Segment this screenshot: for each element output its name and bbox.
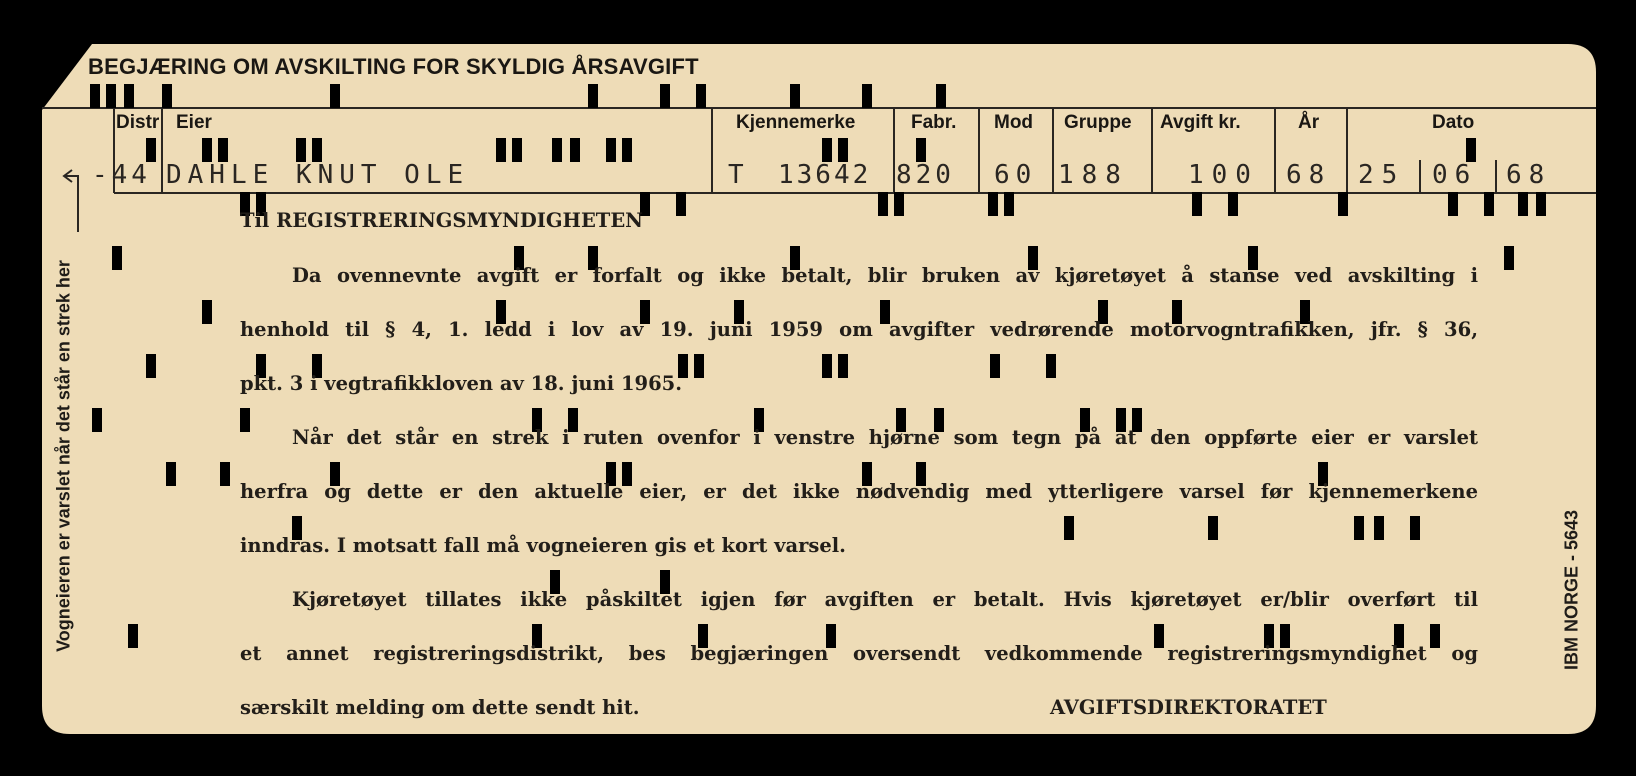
punch-hole	[1448, 192, 1458, 216]
punch-hole	[296, 138, 306, 162]
header-fabr: Fabr.	[911, 112, 957, 133]
punch-hole	[822, 138, 832, 162]
punch-hole	[1374, 516, 1384, 540]
punch-hole	[676, 192, 686, 216]
header-gruppe: Gruppe	[1064, 112, 1132, 133]
header-avgift: Avgift kr.	[1160, 112, 1241, 133]
punch-hole	[330, 84, 340, 108]
body-line-3: pkt. 3 i vegtrafikkloven av 18. juni 1965.	[240, 372, 683, 395]
punch-hole	[124, 84, 134, 108]
punch-hole	[570, 138, 580, 162]
value-fabr: 820	[896, 160, 955, 190]
punch-hole	[606, 138, 616, 162]
punch-hole	[894, 192, 904, 216]
punch-hole	[1518, 192, 1528, 216]
punch-hole	[588, 84, 598, 108]
punch-hole	[512, 138, 522, 162]
value-kjennemerke-prefix: T	[728, 160, 750, 190]
punch-hole	[552, 138, 562, 162]
punch-hole	[790, 84, 800, 108]
punch-hole	[694, 354, 704, 378]
punch-hole	[878, 192, 888, 216]
punch-hole	[1536, 192, 1546, 216]
punch-hole	[1354, 516, 1364, 540]
value-dato-year: 68	[1506, 160, 1552, 190]
punch-hole	[218, 138, 228, 162]
punch-hole	[990, 354, 1000, 378]
body-line-1: Da ovennevnte avgift er forfalt og ikke betalt, blir bruken av kjøretøyet å stanse ved avskilting i	[292, 264, 1478, 287]
body-line-8: et annet registreringsdistrikt, bes begjæringen oversendt vedkommende registreringsmyndighet og	[240, 642, 1478, 665]
punch-hole	[1004, 192, 1014, 216]
value-kjennemerke-number: 13642	[778, 160, 872, 190]
punch-hole	[1046, 354, 1056, 378]
header-ar: År	[1298, 112, 1320, 133]
header-mod: Mod	[994, 112, 1034, 133]
punch-hole	[112, 246, 122, 270]
punch-hole	[202, 138, 212, 162]
value-eier: DAHLE KNUT OLE	[166, 160, 470, 190]
punch-hole	[220, 462, 230, 486]
punch-hole	[936, 84, 946, 108]
body-line-4: Når det står en strek i ruten ovenfor i venstre hjørne som tegn på at den oppførte eier er varslet	[292, 426, 1478, 449]
punch-hole	[822, 354, 832, 378]
punch-hole	[496, 138, 506, 162]
side-note-left: Vogneieren er varslet når det står en strek her	[53, 260, 74, 652]
value-dato-month: 06	[1432, 160, 1478, 190]
punch-hole	[862, 84, 872, 108]
punch-hole	[166, 462, 176, 486]
signature: AVGIFTSDIREKTORATET	[1050, 696, 1327, 719]
punch-hole	[988, 192, 998, 216]
punch-hole	[622, 138, 632, 162]
punch-hole	[1484, 192, 1494, 216]
value-dato-day: 25	[1358, 160, 1406, 190]
punch-hole	[106, 84, 116, 108]
body-line-5: herfra og dette er den aktuelle eier, er det ikke nødvendig med ytterligere varsel før kjennemerkene	[240, 480, 1478, 503]
punch-hole	[162, 84, 172, 108]
punch-hole	[916, 138, 926, 162]
body-line-7: Kjøretøyet tillates ikke påskiltet igjen før avgiften er betalt. Hvis kjøretøyet er/blir overført til	[292, 588, 1478, 611]
value-distr: -44	[92, 160, 151, 190]
punch-hole	[146, 354, 156, 378]
side-note-right: IBM NORGE - 5643	[1561, 509, 1582, 671]
punch-hole	[146, 138, 156, 162]
punch-hole	[1504, 246, 1514, 270]
value-avgift: 100	[1188, 160, 1259, 190]
body-line-2: henhold til § 4, 1. ledd i lov av 19. juni 1959 om avgifter vedrørende motorvogntrafikken, jfr. § 36,	[240, 318, 1478, 341]
body-line-6: inndras. I motsatt fall må vogneieren gis et kort varsel.	[240, 534, 846, 557]
card-title: BEGJÆRING OM AVSKILTING FOR SKYLDIG ÅRSAVGIFT	[88, 54, 699, 79]
header-distr: Distr	[116, 112, 160, 133]
body-line-9: særskilt melding om dette sendt hit.	[240, 696, 640, 719]
punch-hole	[240, 408, 250, 432]
punch-hole	[660, 84, 670, 108]
header-kjennemerke: Kjennemerke	[736, 112, 856, 133]
punch-hole	[202, 300, 212, 324]
header-dato: Dato	[1432, 112, 1475, 133]
body-heading: Til REGISTRERINGSMYNDIGHETEN	[240, 209, 644, 232]
punch-hole	[1192, 192, 1202, 216]
punch-hole	[1228, 192, 1238, 216]
value-mod: 60	[994, 160, 1038, 190]
value-gruppe: 188	[1058, 160, 1129, 190]
punch-hole	[1466, 138, 1476, 162]
header-eier: Eier	[176, 112, 212, 133]
punch-hole	[1064, 516, 1074, 540]
punch-hole	[696, 84, 706, 108]
punch-hole	[128, 624, 138, 648]
punch-hole	[1338, 192, 1348, 216]
punch-hole	[90, 84, 100, 108]
value-ar: 68	[1286, 160, 1332, 190]
punch-hole	[92, 408, 102, 432]
punch-hole	[1208, 516, 1218, 540]
punch-hole	[838, 138, 848, 162]
punch-hole	[838, 354, 848, 378]
punch-hole	[1410, 516, 1420, 540]
punch-hole	[312, 138, 322, 162]
